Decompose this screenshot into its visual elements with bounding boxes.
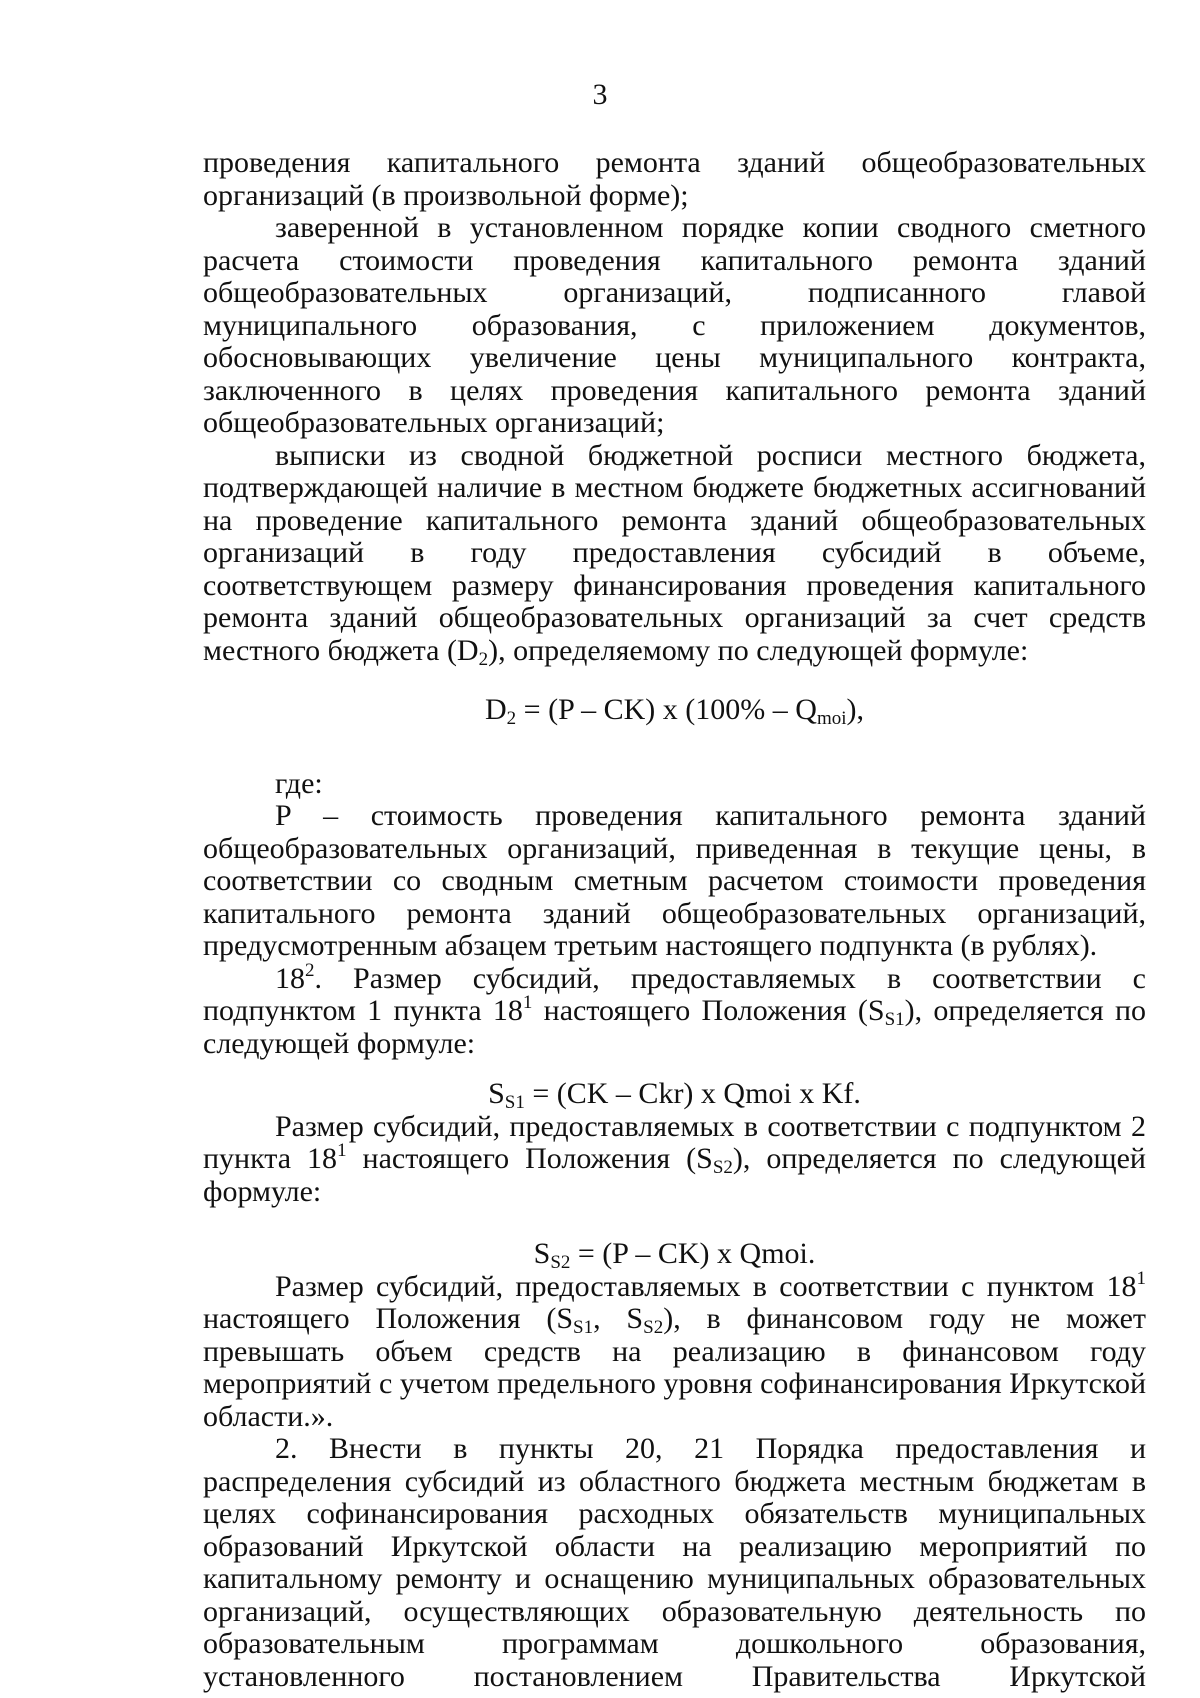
paragraph-item-2: 2. Внести в пункты 20, 21 Порядка предоставления и распределения субсидий из областного бюджета местным бюджетам в целях софинансирования расходных обязательств муниципальных образований Иркутской области на реализацию мероприятий по капитальному ремонту и оснащению муниципальных образовательных организаций, осуществляющих образовательную деятельность по образовательным программам дошкольного образования, установленного постановлением Правительства Иркутской: [203, 1432, 1146, 1693]
document-body: [203, 147, 1146, 1693]
subscript: S1: [504, 1092, 525, 1113]
formula-part: S: [533, 1237, 551, 1270]
formula-part: = (P – CK) x (100% – Q: [516, 693, 817, 726]
text-part: настоящего Положения (S: [203, 1302, 574, 1335]
formula-ss1: [203, 1078, 1146, 1111]
text-part: настоящего Положения (S: [346, 1142, 713, 1175]
page-number: 3: [592, 78, 608, 111]
superscript: 2: [305, 959, 315, 981]
text-part: настоящего Положения (S: [532, 994, 885, 1027]
superscript: 1: [1136, 1267, 1146, 1289]
text-part: , S: [593, 1302, 644, 1335]
superscript: 1: [522, 992, 533, 1013]
formula-part: = (CK – Ckr) x Qmoi x Kf.: [524, 1077, 861, 1110]
text-part: Размер субсидий, предоставляемых в соответствии с подпунктом 2 пункта 18: [203, 1109, 1146, 1175]
subscript: 2: [506, 708, 517, 729]
text-part: Размер субсидий, предоставляемых в соответствии с пунктом 18: [275, 1269, 1137, 1303]
paragraph-budget-extract-text: выписки из сводной бюджетной росписи местного бюджета, подтверждающей наличие в местном бюджете бюджетных ассигнований на проведение капитального ремонта зданий общеобразовательных организаций в году предоставления субсидий в объеме, соответствующем размеру финансирования проведения капитального ремонта зданий общеобразовательных организаций за счет средств местного бюджета (D: [203, 438, 1146, 667]
text-part: ), определяется по следующей формуле:: [203, 994, 1147, 1060]
paragraph-continuation: проведения капитального ремонта зданий общеобразовательных организаций (в произвольной форме);: [203, 146, 1146, 212]
paragraph-subsidy-limit: [203, 1267, 1146, 1434]
paragraph-p-definition: P – стоимость проведения капитального ремонта зданий общеобразовательных организаций, приведенная в текущие цены, в соответствии со сводным сметным расчетом стоимости проведения капитального ремонта зданий общеобразовательных организаций, предусмотренным абзацем третьим настоящего подпункта (в рублях).: [203, 799, 1146, 962]
subscript: S1: [884, 1009, 905, 1030]
subscript: S2: [550, 1252, 571, 1273]
paragraph-budget-extract: [203, 440, 1146, 668]
formula-part: S: [488, 1077, 505, 1110]
formula-d2: [203, 694, 1146, 727]
paragraph-budget-extract-end: ), определяемому по следующей формуле:: [488, 633, 1029, 667]
subscript: S2: [643, 1317, 664, 1338]
formula-part: = (P – CK) x Qmoi.: [570, 1237, 816, 1270]
paragraph-subsidy-2: [203, 1111, 1146, 1209]
subscript: S1: [573, 1317, 594, 1338]
subscript: 2: [478, 648, 489, 670]
superscript: 1: [337, 1140, 347, 1161]
text-part: . Размер субсидий, предоставляемых в соответствии с подпунктом 1 пункта 18: [203, 961, 1146, 1027]
formula-part: ),: [846, 693, 865, 726]
text-part: ), в финансовом году не может превышать объем средств на реализацию в финансовом году мероприятий с учетом предельного уровня софинансирования Иркутской области.».: [203, 1302, 1146, 1433]
where-label: где:: [275, 766, 323, 800]
subscript: S2: [712, 1157, 733, 1178]
paragraph-estimate-copy: заверенной в установленном порядке копии сводного сметного расчета стоимости проведения капитального ремонта зданий общеобразовательных организаций, подписанного главой муниципального образования, с приложением документов, обосновывающих увеличение цены муниципального контракта, заключенного в целях проведения капитального ремонта зданий общеобразовательных организаций;: [203, 211, 1146, 439]
formula-part: D: [484, 693, 507, 726]
text-part: 18: [275, 961, 305, 995]
subscript: moi: [816, 708, 847, 729]
text-part: ), определяется по следующей формуле:: [203, 1142, 1146, 1208]
formula-ss2: [203, 1238, 1146, 1271]
paragraph-18-2: [203, 959, 1147, 1061]
